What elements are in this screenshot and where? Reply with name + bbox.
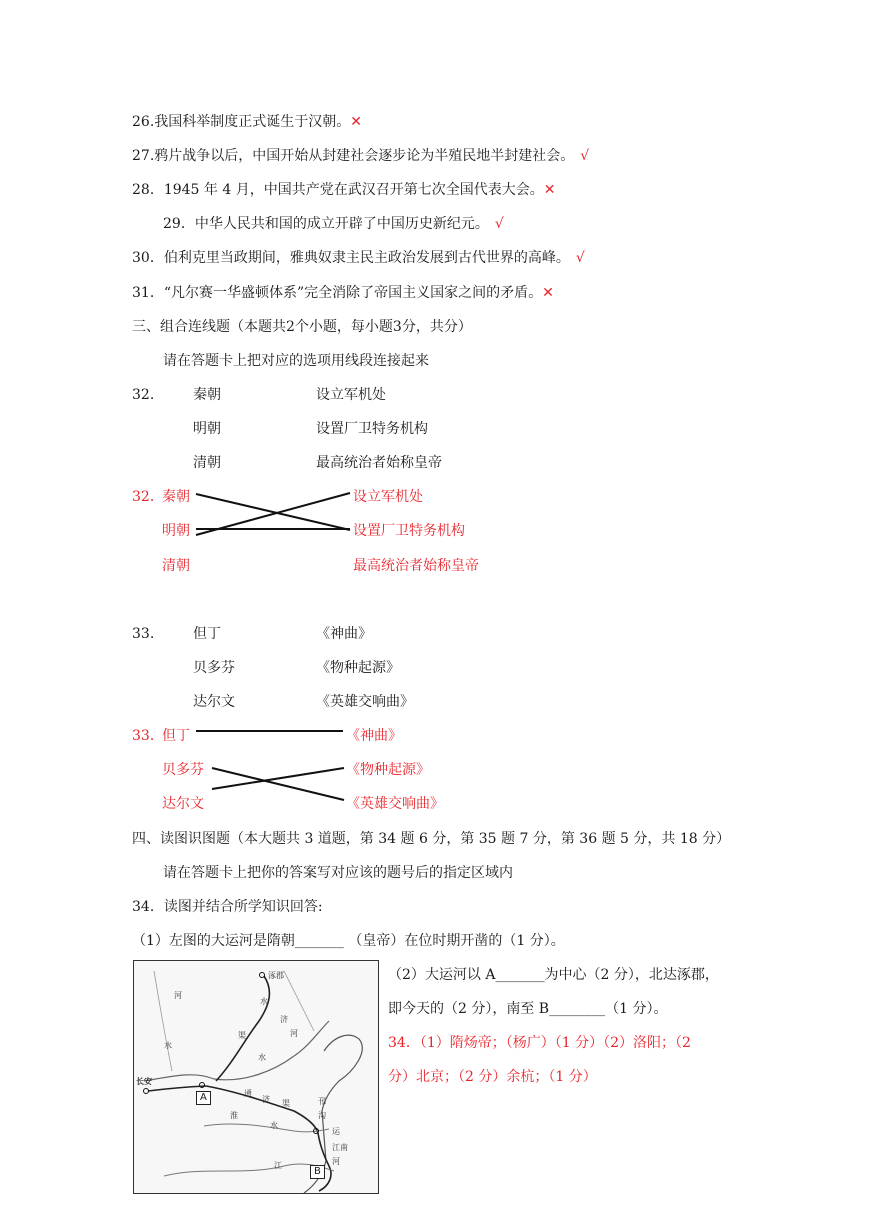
label-tong: 通 bbox=[244, 1089, 252, 1098]
q33-right-1: 《神曲》 bbox=[316, 626, 372, 642]
wrong-mark: ✕ bbox=[542, 285, 554, 301]
q32-answer-right-3: 最高统治者始称皇帝 bbox=[353, 558, 479, 574]
q32-answer-left-3: 清朝 bbox=[162, 558, 190, 574]
item-number: 26. bbox=[132, 114, 155, 130]
item-number: 29． bbox=[163, 216, 195, 232]
q34-part1: （1）左图的大运河是隋朝_______ （皇帝）在位时期开凿的（1 分）。 bbox=[132, 933, 565, 949]
item-number: 27. bbox=[132, 148, 155, 164]
label-he: 河 bbox=[174, 991, 182, 1000]
label-jiang: 江 bbox=[274, 1161, 282, 1170]
section3-instruction: 请在答题卡上把对应的选项用线段连接起来 bbox=[163, 353, 429, 369]
wrong-mark: ✕ bbox=[350, 114, 362, 130]
q33-number: 33. bbox=[132, 626, 155, 642]
label-ji: 济 bbox=[280, 1015, 288, 1024]
grand-canal-map bbox=[133, 960, 379, 1194]
check-mark: √ bbox=[575, 250, 585, 266]
label-shui2: 水 bbox=[164, 1041, 172, 1050]
q32-right-3: 最高统治者始称皇帝 bbox=[316, 455, 442, 471]
map-drawing bbox=[134, 961, 378, 1193]
q33-answer-left-1: 但丁 bbox=[162, 728, 190, 744]
q33-answer-left-2: 贝多芬 bbox=[162, 762, 204, 778]
label-jiangnan: 江南 bbox=[332, 1143, 348, 1152]
q32-answer-left-1: 秦朝 bbox=[162, 489, 190, 505]
label-ji2: 济 bbox=[262, 1095, 270, 1104]
river-tributary-west bbox=[154, 971, 172, 1071]
q33-left-1: 但丁 bbox=[193, 626, 221, 642]
q32-answer-number: 32． bbox=[132, 489, 164, 505]
item-text: 1945 年 4 月，中国共产党在武汉召开第七次全国代表大会。 bbox=[163, 182, 544, 198]
label-gou: 沟 bbox=[318, 1111, 326, 1120]
yangtze-river bbox=[164, 1164, 334, 1176]
label-changan: 长安 bbox=[136, 1077, 152, 1086]
check-mark: √ bbox=[494, 216, 504, 232]
item-text: “凡尔赛一华盛顿体系”完全消除了帝国主义国家之间的矛盾。 bbox=[163, 285, 543, 301]
item-text: 中华人民共和国的成立开辟了中国历史新纪元。 bbox=[194, 216, 489, 232]
q34-answer-line2: 分）北京；（2 分）余杭；（1 分） bbox=[388, 1069, 597, 1085]
label-shui3: 水 bbox=[258, 1053, 266, 1062]
changan-dot bbox=[144, 1089, 149, 1094]
q33-line-darwin-to-wuzhong bbox=[212, 768, 344, 789]
q33-left-2: 贝多芬 bbox=[193, 660, 235, 676]
label-he3: 河 bbox=[332, 1157, 340, 1166]
q32-answer-right-1: 设立军机处 bbox=[353, 489, 423, 505]
q32-left-2: 明朝 bbox=[193, 421, 221, 437]
zhuojun-dot bbox=[260, 973, 265, 978]
label-yun: 运 bbox=[332, 1127, 340, 1136]
huai-river bbox=[204, 1124, 329, 1132]
q34-answer-line1: 34．（1）隋炀帝；（杨广）（1 分）（2）洛阳；（2 bbox=[388, 1035, 691, 1051]
q33-answer-left-3: 达尔文 bbox=[162, 796, 204, 812]
check-mark: √ bbox=[580, 148, 590, 164]
wrong-mark: ✕ bbox=[543, 182, 556, 198]
label-qu2: 渠 bbox=[282, 1099, 290, 1108]
river-tributary-north bbox=[284, 971, 314, 1031]
item-text: 伯利克里当政期间，雅典奴隶主民主政治发展到古代世界的高峰。 bbox=[163, 250, 570, 266]
label-qu: 渠 bbox=[238, 1031, 246, 1040]
section4-instruction: 请在答题卡上把你的答案写对应该的题号后的指定区域内 bbox=[163, 865, 513, 881]
q32-number: 32. bbox=[132, 387, 155, 403]
item-text: 我国科举制度正式诞生于汉朝。 bbox=[154, 114, 351, 130]
q34-title: 34．读图并结合所学知识回答: bbox=[132, 899, 323, 915]
q33-right-2: 《物种起源》 bbox=[316, 660, 400, 676]
label-shui4: 水 bbox=[270, 1121, 278, 1130]
map-marker-b: B bbox=[310, 1165, 325, 1179]
q33-line-beethoven-to-yingxiong bbox=[212, 768, 344, 800]
q32-answer-left-2: 明朝 bbox=[162, 523, 190, 539]
yellow-river bbox=[144, 1021, 329, 1081]
q34-part2-line2: 即今天的（2 分），南至 B________（1 分）。 bbox=[388, 1001, 668, 1017]
q33-answer-right-1: 《神曲》 bbox=[346, 728, 402, 744]
q33-answer-right-3: 《英雄交响曲》 bbox=[346, 796, 444, 812]
q32-answer-right-2: 设置厂卫特务机构 bbox=[353, 523, 465, 539]
q33-left-3: 达尔文 bbox=[193, 694, 235, 710]
q34-part2-line1: （2）大运河以 A_______为中心（2 分），北达涿郡， bbox=[388, 967, 719, 983]
map-marker-a: A bbox=[196, 1091, 211, 1105]
q33-answer-right-2: 《物种起源》 bbox=[346, 762, 430, 778]
yongji-canal bbox=[216, 976, 269, 1081]
label-he2: 河 bbox=[290, 1029, 298, 1038]
item-number: 30． bbox=[132, 250, 164, 266]
q33-answer-number: 33． bbox=[132, 728, 164, 744]
section4-title: 四、读图识图题（本大题共 3 道题，第 34 题 6 分，第 35 题 7 分，第 36 题 5 分，共 18 分） bbox=[132, 831, 731, 847]
q33-right-3: 《英雄交响曲》 bbox=[316, 694, 414, 710]
label-zhuojun: 涿郡 bbox=[268, 971, 284, 980]
item-number: 31． bbox=[132, 285, 164, 301]
label-shui: 水 bbox=[260, 997, 268, 1006]
q32-right-2: 设置厂卫特务机构 bbox=[316, 421, 428, 437]
item-number: 28． bbox=[132, 182, 164, 198]
item-text: 鸦片战争以后，中国开始从封建社会逐步论为半殖民地半封建社会。 bbox=[154, 148, 575, 164]
label-han: 邗 bbox=[318, 1097, 326, 1106]
section3-title: 三、组合连线题（本题共2个小题，每小题3分，共分） bbox=[132, 319, 472, 335]
q32-right-1: 设立军机处 bbox=[316, 387, 386, 403]
q32-left-1: 秦朝 bbox=[193, 387, 221, 403]
q32-left-3: 清朝 bbox=[193, 455, 221, 471]
label-huai: 淮 bbox=[230, 1111, 238, 1120]
